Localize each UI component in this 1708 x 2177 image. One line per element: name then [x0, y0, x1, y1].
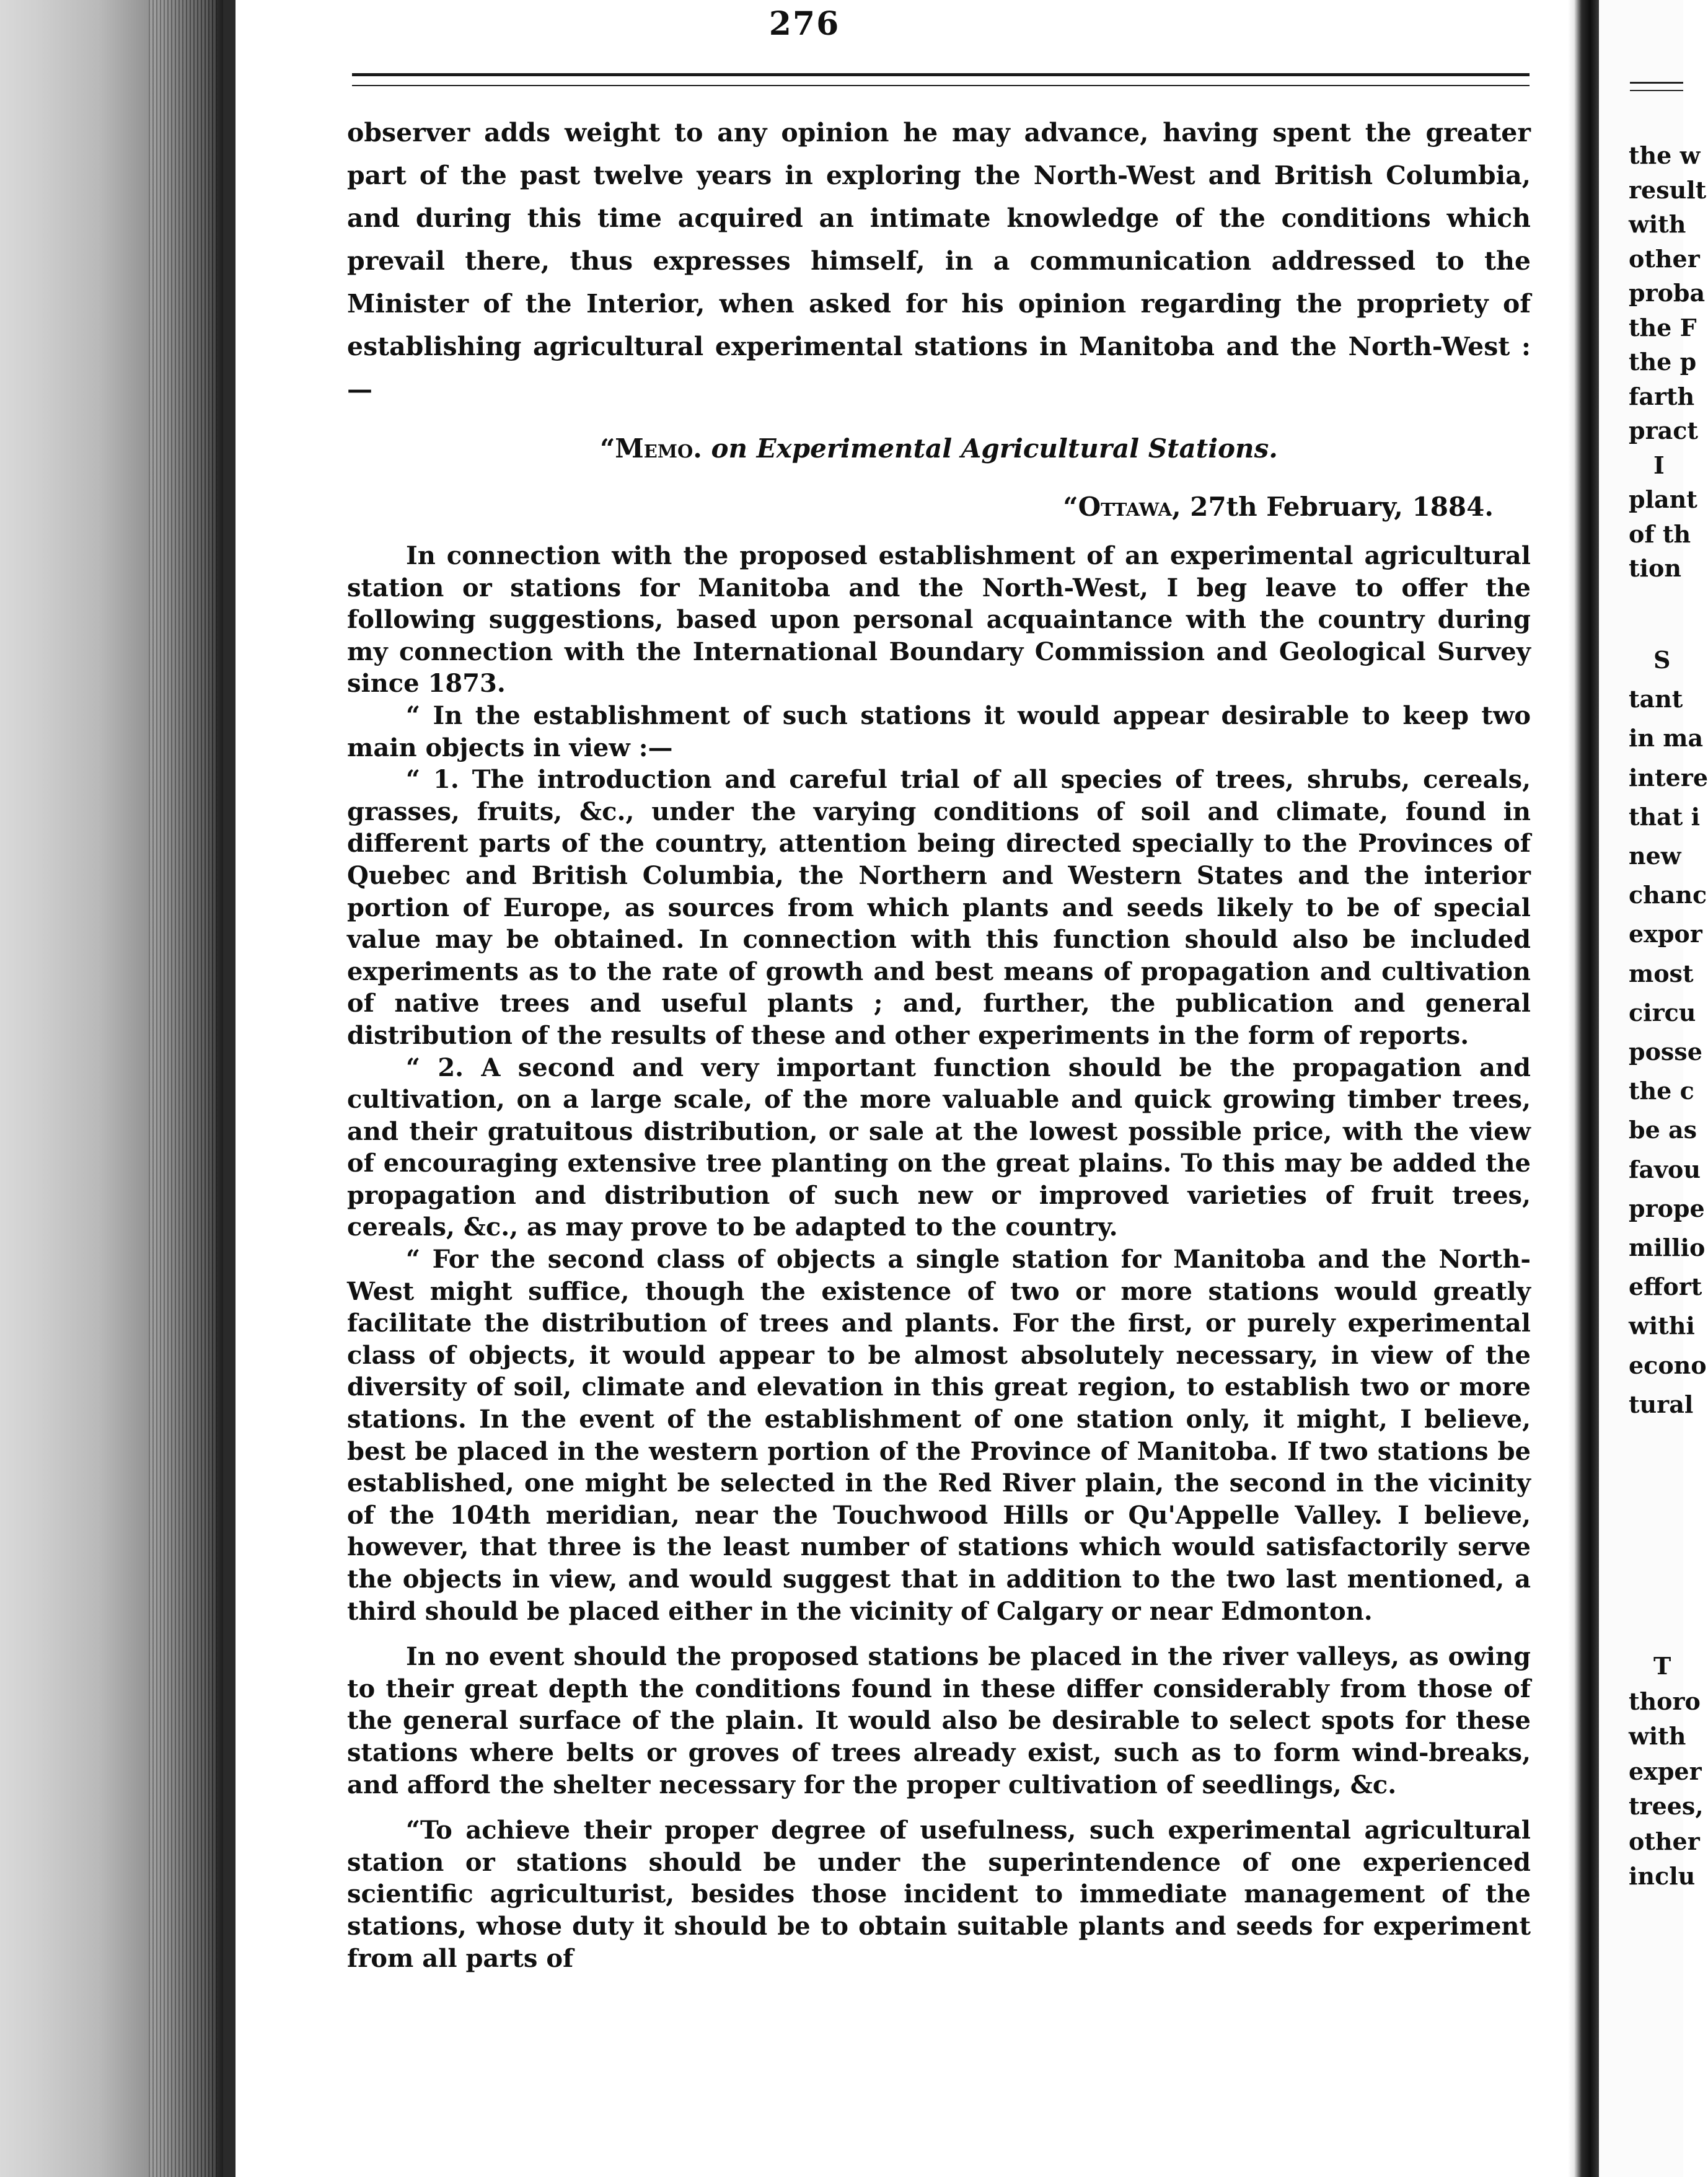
facing-page-fragment: S [1653, 646, 1671, 674]
facing-page-fragment: with [1629, 1722, 1686, 1750]
facing-page-rule [1630, 82, 1683, 91]
facing-page-fragment: econo [1629, 1351, 1707, 1379]
facing-page-fragment: the p [1629, 348, 1697, 376]
facing-page-fragment: the w [1629, 141, 1701, 169]
facing-page-fragment: with [1629, 210, 1686, 238]
facing-page-fragment: expor [1629, 920, 1702, 948]
page-number: 276 [768, 5, 840, 43]
facing-page-fragment: circu [1629, 998, 1696, 1027]
facing-page-fragment: other [1629, 1827, 1700, 1855]
facing-page-fragment: pract [1629, 417, 1698, 444]
dateline-place: “Ottawa, [1063, 492, 1181, 522]
facing-page-fragment: farth [1629, 382, 1695, 410]
memo-paragraph: “ 2. A second and very important function should be the propagation and cultivation, on a large scale, of the more valuable and quick growing timber trees, and their gratuitous distribution, or sale at the lowest possible price, with the view of encouraging extensive tree planting on the great plains. To this may be added the propagation and distribution of such new or improved varieties of fruit trees, cereals, &c., as may prove to be adapted to the country. [347, 1053, 1531, 1242]
memo-paragraph: “ In the establishment of such stations it would appear desirable to keep two main objects in view :— [347, 700, 1531, 762]
facing-page-fragment: favou [1629, 1155, 1701, 1183]
facing-page-fragment: be as [1629, 1116, 1697, 1144]
memo-paragraph: “ 1. The introduction and careful trial of all species of trees, shrubs, cereals, grasses, fruits, &c., under the varying conditions of soil and climate, found in different parts of the country, attention being directed specially to the Provinces of Quebec and British Columbia, the Northern and Western States and the interior portion of Europe, as sources from which plants and seeds likely to be of special value may be obtained. In connection with this function should also be included experiments as to the rate of growth and best means of propagation and cultivation of native trees and useful plants ; and, further, the publication and general distribution of the results of these and other experiments in the form of reports. [347, 765, 1531, 1050]
facing-page-fragment: chanc [1629, 881, 1707, 909]
gutter-shadow [223, 0, 236, 2177]
facing-page-fragment: posse [1629, 1038, 1702, 1066]
facing-page-fragment: tant [1629, 685, 1683, 713]
facing-page-fragment: inclu [1629, 1862, 1696, 1890]
memo-body [347, 540, 1531, 1974]
memo-paragraph: In connection with the proposed establishment of an experimental agricultural station or stations for Manitoba and the North-West, I beg leave to offer the following suggestions, based upon personal acquaintance with the country during my connection with the International Boundary Commission and Geological Survey since 1873. [347, 541, 1531, 699]
facing-page-fragment: withi [1629, 1312, 1695, 1340]
facing-page-fragment: thoro [1629, 1687, 1701, 1715]
facing-page-fragment: that i [1629, 802, 1701, 831]
facing-page-fragment: tion [1629, 554, 1681, 582]
header-rule [352, 73, 1530, 86]
facing-page-fragment: plant [1629, 485, 1697, 513]
facing-page-fragment: new [1629, 842, 1681, 870]
facing-page-fragment: in ma [1629, 724, 1704, 753]
memo-heading-title: on Experimental Agricultural Stations. [711, 433, 1278, 464]
facing-page-fragment: T [1653, 1652, 1671, 1680]
memo-heading-prefix: “Memo. [600, 433, 702, 464]
facing-page-fragment: the c [1629, 1077, 1694, 1105]
memo-dateline [347, 485, 1494, 529]
facing-page-fragment: the F [1629, 313, 1697, 342]
page-body [347, 112, 1531, 1974]
facing-page-fragment: most [1629, 959, 1694, 987]
facing-page-fragment: I [1653, 451, 1665, 479]
facing-page-fragment: millio [1629, 1234, 1706, 1261]
memo-paragraph: “ For the second class of objects a single station for Manitoba and the North-West might suffice, though the existence of two or more stations would greatly facilitate the distribution of trees and plants. For the first, or purely experimental class of objects, it would appear to be almost absolutely necessary, in view of the diversity of soil, climate and elevation in this great region, to establish two or more stations. In the event of the establishment of one station only, it might, I believe, best be placed in the western portion of the Province of Manitoba. If two stations be established, one might be selected in the Red River plain, the second in the vicinity of the 104th meridian, near the Touchwood Hills or Qu'Appelle Valley. I believe, however, that three is the least number of stations which would satisfactorily serve the objects in view, and would suggest that in addition to the two last mentioned, a third should be placed either in the vicinity of Calgary or near Edmonton. [347, 1245, 1531, 1626]
memo-paragraph: “To achieve their proper degree of usefulness, such experimental agricultural station or stations should be under the superintendence of one experienced scientific agriculturist, besides those incident to immediate management of the stations, whose duty it should be to obtain suitable plants and seeds for experiment from all parts of [347, 1816, 1531, 1973]
facing-page-fragment: intere [1629, 763, 1708, 792]
facing-page-fragment: proba [1629, 279, 1706, 307]
facing-page-fragment: trees, [1629, 1792, 1704, 1820]
memo-heading [347, 427, 1531, 470]
page-edge-texture [149, 0, 217, 2177]
intro-paragraph: observer adds weight to any opinion he may advance, having spent the greater part of the past twelve years in exploring the North-West and British Columbia, and during this time acquired an intimate knowledge of the conditions which prevail there, thus expresses himself, in a communication addressed to the Minister of the Interior, when asked for his opinion regarding the propriety of establishing agricultural experimental stations in Manitoba and the North-West :— [347, 118, 1531, 404]
memo-paragraph: In no event should the proposed stations be placed in the river valleys, as owing to their great depth the conditions found in these differ considerably from those of the general surface of the plain. It would also be desirable to select spots for these stations where belts or groves of trees already exist, such as to form wind-breaks, and afford the shelter necessary for the proper cultivation of seedlings, &c. [347, 1642, 1531, 1799]
book-spine-fold [1568, 0, 1599, 2177]
facing-page-fragment: prope [1629, 1194, 1705, 1222]
facing-page-fragment: other [1629, 244, 1700, 273]
facing-page-fragment: result [1629, 175, 1707, 204]
facing-page-fragment: of th [1629, 519, 1691, 548]
facing-page-fragment: effort [1629, 1273, 1702, 1301]
facing-page-fragment: exper [1629, 1757, 1702, 1785]
dateline-date: 27th February, 1884. [1190, 492, 1494, 522]
facing-page-fragment: tural [1629, 1390, 1694, 1418]
